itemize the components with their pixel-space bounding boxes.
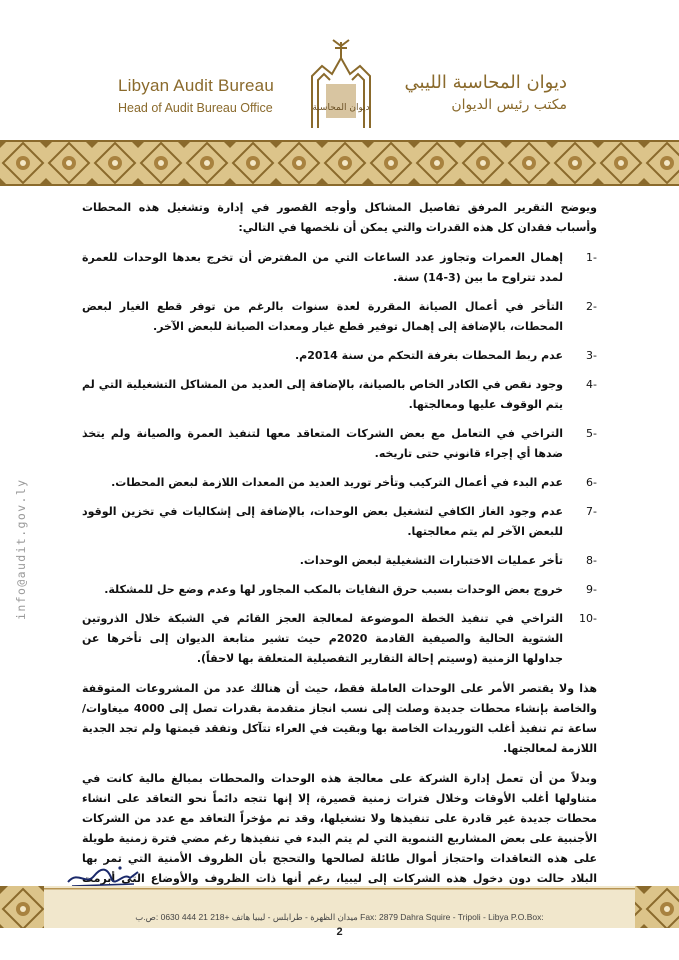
item-text: التراخي في تنفيذ الخطة الموضوعة لمعالجة العجز القائم في الشبكة خلال الذروتين الشتوية الحالية والصيفية القادمة 2020م حيث تشير متابعة الديوان إلى تأخرها عن جداولها الزمنية (وسيتم إحالة التقارير التفصيلية المتعلقة بها لاحقاً). <box>82 612 563 665</box>
org-name-en: Libyan Audit Bureau <box>118 76 274 95</box>
item-number: 9- <box>586 583 597 596</box>
list-item <box>82 580 597 600</box>
item-number: 1- <box>586 251 597 264</box>
item-text: عدم ربط المحطات بغرفة التحكم من سنة 2014م. <box>294 349 563 362</box>
list-item <box>82 609 597 669</box>
item-number: 5- <box>586 427 597 440</box>
list-item <box>82 473 597 493</box>
footer-address: ميدان الظهرة - طرابلس - ليبيا هاتف +218 21 444 0630 :ص.ب Fax: 2879 Dahra Squire - Tripoli - Libya P.O.Box: <box>135 912 544 922</box>
email-text: info@audit.gov.ly <box>14 478 28 620</box>
logo-lettering: ديوان المحاسبة <box>312 103 370 113</box>
ornamental-band-top <box>0 140 679 186</box>
item-text: عدم وجود الغاز الكافي لتشغيل بعض الوحدات، بالإضافة إلى إشكاليات في تخزين الوقود للبعض الآخر لم يتم معالجتها. <box>82 505 563 538</box>
list-item <box>82 375 597 415</box>
item-number: 2- <box>586 300 597 313</box>
item-text: تأخر عمليات الاختبارات التشغيلية لبعض الوحدات. <box>299 554 563 567</box>
list-item <box>82 551 597 571</box>
paragraph-new-contracts: وبدلاً من أن تعمل إدارة الشركة على معالجة هذه الوحدات والمحطات بمبالغ مالية كانت في متناولها أغلب الأوقات وخلال فترات زمنية قصيرة، إلا إنها تتجه دائماً نحو التعاقد على انشاء محطات جديدة غير قادرة على تنفيذها ولا تشغيلها، وقد تم مؤخراً التعاقد مع عدد من الشركات الأجنبية على بعض المشاريع التنموية التي لم يتم البدء في تنفيذها رغم مضي فترة زمنية طويلة على هذه التعاقدات واحتجاز أموال طائلة لصالحها والتحجج بأن الظروف الأمنية التي تمر بها البلاد حالت دون دخول هذه الشركات إلى ليبيا، رغم أنها ذات الظروف والأوضاع التي أبرمت <box>82 772 597 885</box>
list-item <box>82 346 597 366</box>
audit-bureau-logo <box>302 36 380 132</box>
intro-paragraph: ويوضح التقرير المرفق تفاصيل المشاكل وأوجه القصور في إدارة وتشغيل هذه المحطات وأسباب فقدان كل هذه القدرات والتي يمكن أن نلخصها في التالي: <box>82 201 597 234</box>
item-text: التراخي في التعامل مع بعض الشركات المتعاقد معها لتنفيذ العمرة والصيانة ولم يتخذ ضدها أي إجراء قانوني حتى تاريخه. <box>82 427 563 460</box>
item-text: إهمال العمرات وتجاوز عدد الساعات التي من المفترض أن تخرج بعدها الوحدات للعمرة لمدد تتراوح ما بين (3-14) سنة. <box>82 251 563 284</box>
brand-english <box>118 76 274 115</box>
brand-arabic <box>405 72 567 113</box>
list-item <box>82 424 597 464</box>
item-text: وجود نقص في الكادر الخاص بالصيانة، بالإضافة إلى العديد من المشاكل التشغيلية التي لم يتم الوقوف عليها ومعالجتها. <box>82 378 563 411</box>
item-text: خروج بعض الوحدات بسبب حرق النفايات بالمكب المجاور لها وعدم وضع حل للمشكلة. <box>104 583 563 596</box>
letterhead <box>0 0 679 140</box>
item-number: 7- <box>586 505 597 518</box>
item-text: التأخر في أعمال الصيانة المقررة لعدة سنوات بالرغم من توفر قطع الغيار لبعض المحطات، بالإضافة إلى إهمال توفير قطع غيار ومعدات الصيانة للبعض الآخر. <box>82 300 563 333</box>
item-text: عدم البدء في أعمال التركيب وتأخر توريد العديد من المعدات اللازمة لبعض المحطات. <box>111 476 563 489</box>
office-name-ar: مكتب رئيس الديوان <box>451 97 567 113</box>
paragraph-stalled-projects: هذا ولا يقتصر الأمر على الوحدات العاملة فقط، حيث أن هنالك عدد من المشروعات المتوقفة والخاصة بإنشاء محطات جديدة وصلت إلى نسب انجاز متقدمة بقدرات تصل إلى 4000 ميغاوات/ساعة تم تنفيذ أغلب التوريدات الخاصة بها وبقيت في العراء تتآكل وتفقد قيمتها ولم تجد الجدية اللازمة لمعالجتها. <box>82 682 597 755</box>
org-name-ar: ديوان المحاسبة الليبي <box>404 72 567 93</box>
list-item <box>82 248 597 288</box>
item-number: 10- <box>579 612 597 625</box>
list-item <box>82 502 597 542</box>
letter-body <box>82 198 597 939</box>
item-number: 6- <box>586 476 597 489</box>
issues-list <box>82 248 597 669</box>
list-item <box>82 297 597 337</box>
item-number: 4- <box>586 378 597 391</box>
page-number: 2 <box>336 926 343 938</box>
item-number: 3- <box>586 349 597 362</box>
sidebar-email <box>14 400 26 620</box>
office-name-en: Head of Audit Bureau Office <box>118 101 273 115</box>
item-number: 8- <box>586 554 597 567</box>
